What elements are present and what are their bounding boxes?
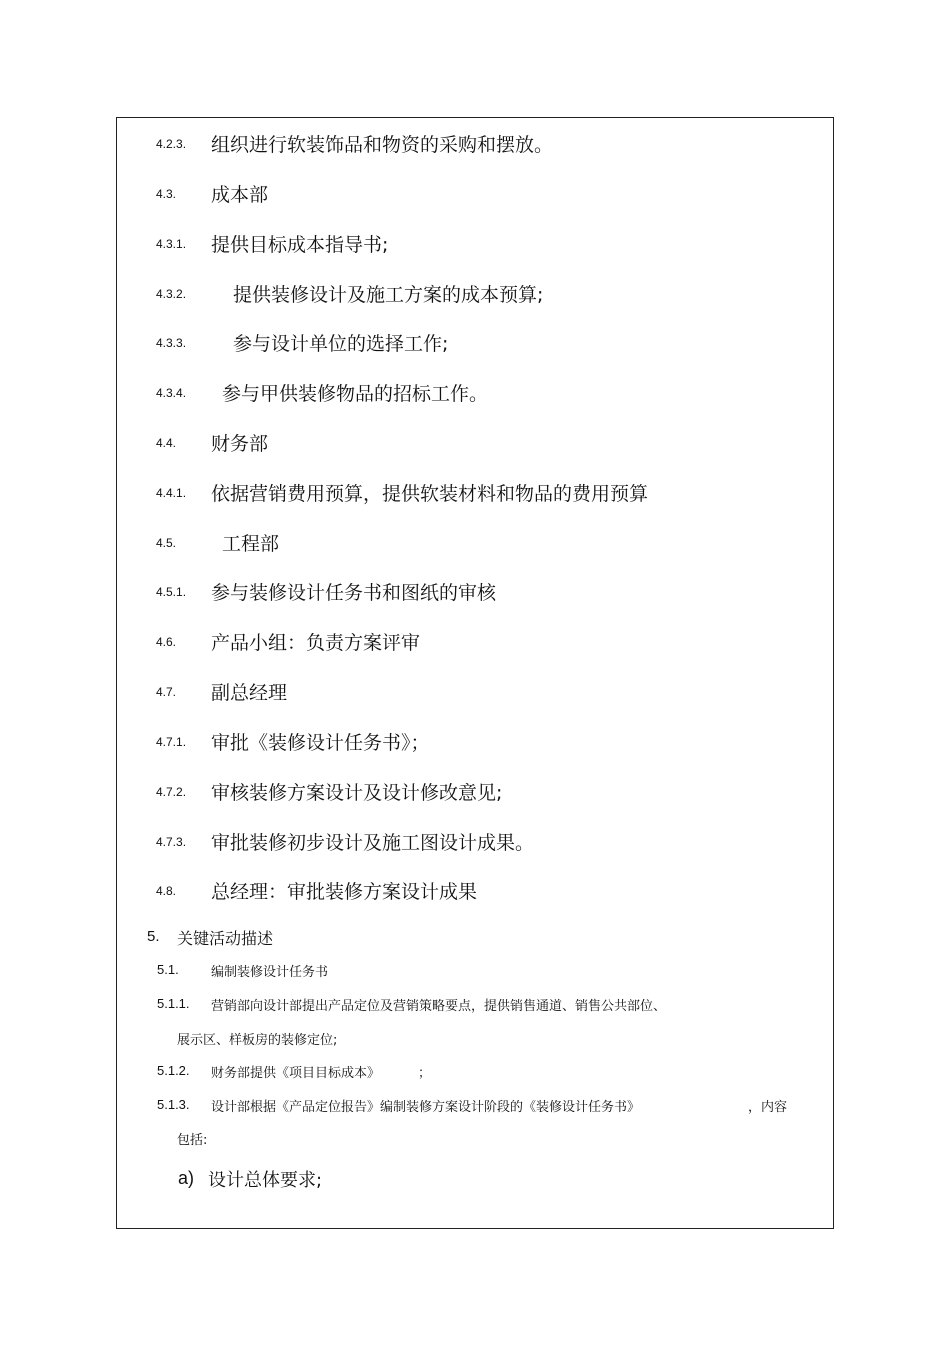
item-number: 4.3.4. <box>156 386 187 400</box>
item-number: 4.3.3. <box>156 336 187 350</box>
item-text: 参与装修设计任务书和图纸的审核 <box>211 582 497 604</box>
item-number: 4.7.2. <box>156 785 187 799</box>
section-5-number: 5. <box>147 928 160 945</box>
item-text: 成本部 <box>211 184 269 206</box>
item-text: 财务部 <box>211 433 269 455</box>
item-number: 4.3.1. <box>156 237 187 251</box>
section-5-1-1-continuation: 展示区、样板房的装修定位; <box>177 1033 338 1048</box>
item-text: 提供目标成本指导书; <box>211 234 389 256</box>
item-number: 4.3. <box>156 187 177 201</box>
item-number: 4.7. <box>156 685 177 699</box>
section-5-1-3-text: 设计部根据《产品定位报告》编制装修方案设计阶段的《装修设计任务书》 <box>211 1100 641 1115</box>
section-5-1-3-tail: ，内容 <box>748 1100 788 1115</box>
section-5-1-1-number: 5.1.1. <box>157 996 190 1011</box>
section-5-1-2-text: 财务部提供《项目目标成本》 <box>211 1066 381 1081</box>
item-text: 提供装修设计及施工方案的成本预算; <box>233 284 544 306</box>
item-number: 4.7.3. <box>156 835 187 849</box>
item-text: 工程部 <box>222 533 280 555</box>
section-5-1-1-text: 营销部向设计部提出产品定位及营销策略要点，提供销售通道、销售公共部位、 <box>211 999 667 1014</box>
item-number: 4.4.1. <box>156 486 187 500</box>
section-5-1-3-number: 5.1.3. <box>157 1097 190 1112</box>
item-number: 4.8. <box>156 884 177 898</box>
section-5-1-2-number: 5.1.2. <box>157 1063 190 1078</box>
item-text: 总经理：审批装修方案设计成果 <box>211 881 478 903</box>
item-text: 参与设计单位的选择工作; <box>233 333 449 355</box>
item-number: 4.3.2. <box>156 287 187 301</box>
section-5-1-2-tail: ； <box>418 1066 432 1081</box>
item-text: 参与甲供装修物品的招标工作。 <box>222 383 489 405</box>
list-item-a-text: 设计总体要求; <box>208 1170 323 1191</box>
section-5-1-3-continuation: 包括: <box>177 1133 208 1148</box>
item-number: 4.6. <box>156 635 177 649</box>
section-5-1-number: 5.1. <box>157 962 179 977</box>
item-text: 产品小组：负责方案评审 <box>211 632 421 654</box>
list-item-a-label: a) <box>178 1168 195 1188</box>
section-5-1-text: 编制装修设计任务书 <box>211 965 329 980</box>
item-text: 副总经理 <box>211 682 288 704</box>
item-number: 4.4. <box>156 436 177 450</box>
item-text: 依据营销费用预算，提供软装材料和物品的费用预算 <box>211 483 649 505</box>
item-number: 4.2.3. <box>156 137 187 151</box>
item-number: 4.7.1. <box>156 735 187 749</box>
item-text: 组织进行软装饰品和物资的采购和摆放。 <box>211 134 554 156</box>
item-number: 4.5.1. <box>156 585 187 599</box>
item-text: 审批《装修设计任务书》； <box>211 732 430 754</box>
item-number: 4.5. <box>156 536 177 550</box>
section-5-heading: 关键活动描述 <box>177 929 274 948</box>
item-text: 审核装修方案设计及设计修改意见; <box>211 782 503 804</box>
item-text: 审批装修初步设计及施工图设计成果。 <box>211 832 535 854</box>
